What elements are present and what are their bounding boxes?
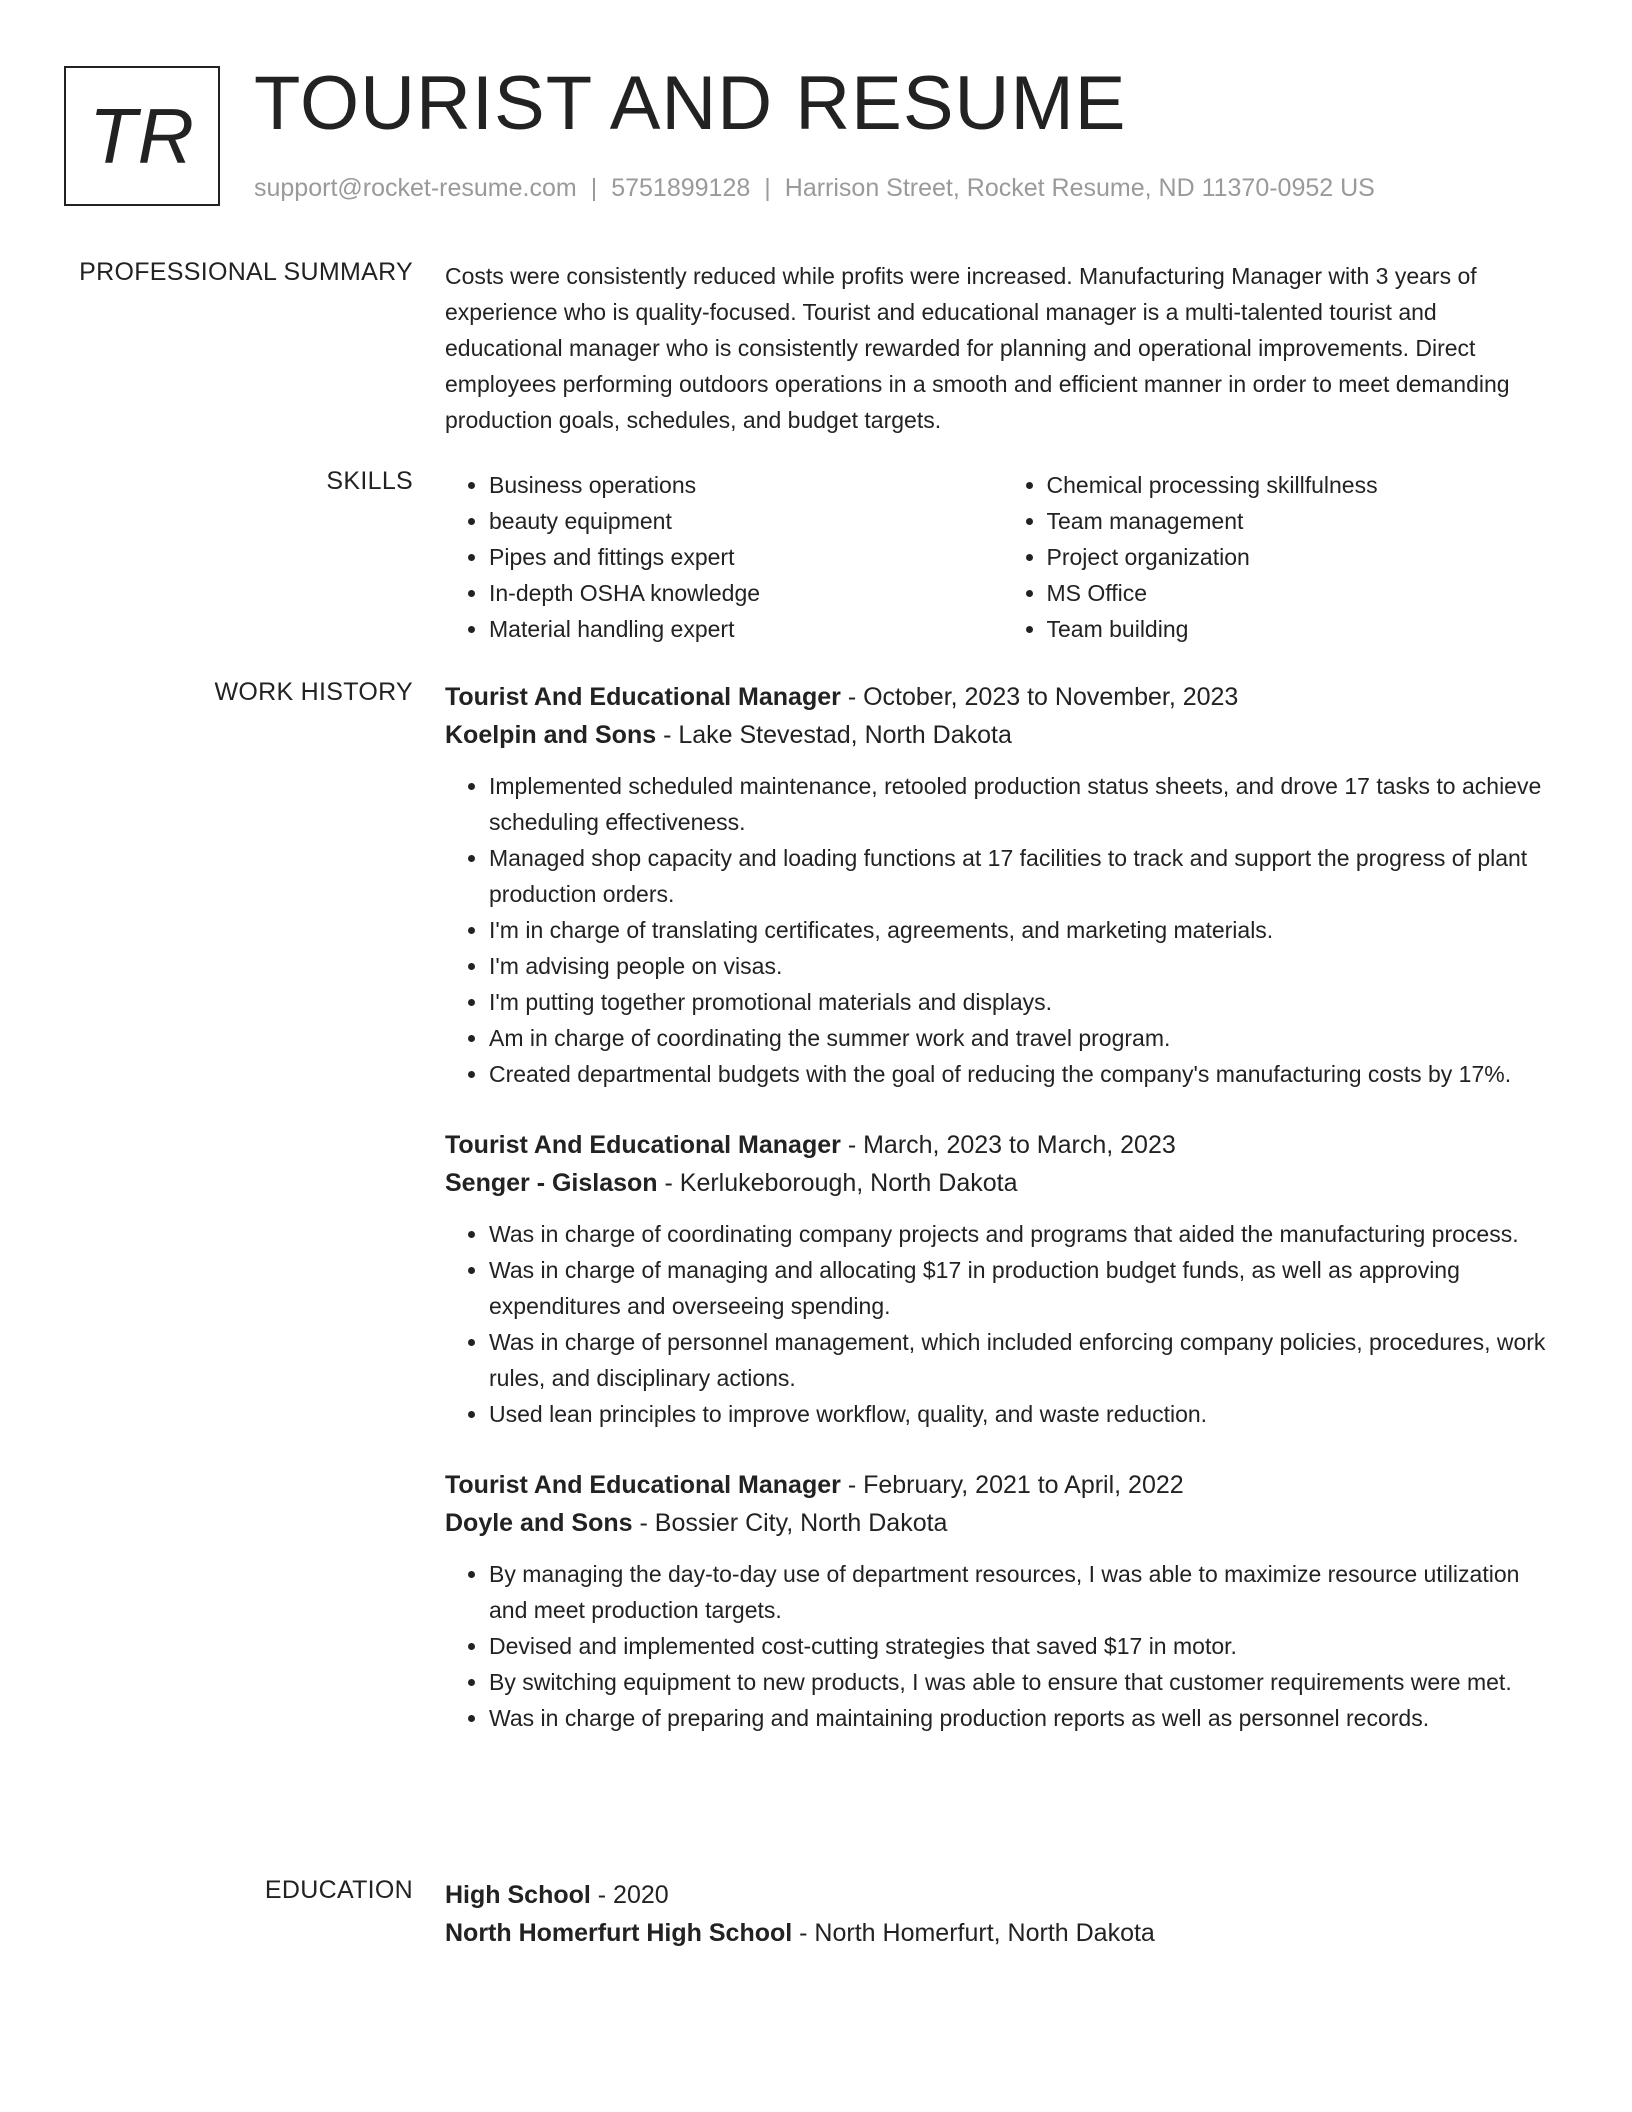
job-title: Tourist And Educational Manager — [445, 1131, 841, 1159]
skill-item: • Material handling expert — [489, 611, 1003, 647]
education-school-line — [445, 1914, 1560, 1952]
education-degree: High School — [445, 1881, 591, 1909]
job-bullet: • I'm advising people on visas. — [489, 948, 1560, 984]
skill-item: • MS Office — [1047, 575, 1561, 611]
job-location: - Lake Stevestad, North Dakota — [656, 721, 1012, 749]
job-bullet: • Am in charge of coordinating the summer work and travel program. — [489, 1020, 1560, 1056]
job-bullet: • By switching equipment to new products, I was able to ensure that customer requirements were met. — [489, 1664, 1560, 1700]
job-entry — [445, 1126, 1560, 1432]
education-school: North Homerfurt High School — [445, 1919, 793, 1947]
job-title: Tourist And Educational Manager — [445, 1471, 841, 1499]
contact-separator: | — [764, 174, 771, 202]
job-entry — [445, 1466, 1560, 1736]
contact-line — [254, 174, 1375, 203]
skills-list-left — [445, 467, 1003, 647]
job-title-line — [445, 1126, 1560, 1164]
contact-phone: 5751899128 — [611, 174, 751, 202]
skills-heading: SKILLS — [326, 467, 413, 495]
job-dates: - October, 2023 to November, 2023 — [840, 683, 1239, 711]
job-location: - Bossier City, North Dakota — [632, 1509, 948, 1537]
summary-heading: PROFESSIONAL SUMMARY — [79, 258, 413, 286]
job-title: Tourist And Educational Manager — [445, 683, 841, 711]
job-title-line — [445, 678, 1560, 716]
skill-item: • Team management — [1047, 503, 1561, 539]
skill-item: • Business operations — [489, 467, 1003, 503]
skills-body — [445, 467, 1560, 647]
job-bullets — [445, 1556, 1560, 1736]
job-bullet: • I'm in charge of translating certificates, agreements, and marketing materials. — [489, 912, 1560, 948]
job-company-line — [445, 1164, 1560, 1202]
education-heading: EDUCATION — [264, 1876, 413, 1904]
job-bullet: • Devised and implemented cost-cutting strategies that saved $17 in motor. — [489, 1628, 1560, 1664]
job-title-line — [445, 1466, 1560, 1504]
job-entry — [445, 678, 1560, 1092]
monogram-logo: TR — [64, 66, 220, 206]
job-bullet: • Was in charge of personnel management, which included enforcing company policies, procedures, work rules, and disciplinary actions. — [489, 1324, 1560, 1396]
work-history-body — [445, 678, 1560, 1770]
job-company-line — [445, 716, 1560, 754]
skill-item: • In-depth OSHA knowledge — [489, 575, 1003, 611]
skill-item: • beauty equipment — [489, 503, 1003, 539]
skill-item: • Team building — [1047, 611, 1561, 647]
skill-item: • Chemical processing skillfulness — [1047, 467, 1561, 503]
education-year: - 2020 — [590, 1881, 669, 1909]
skills-list-right — [1003, 467, 1561, 647]
job-bullet: • Was in charge of managing and allocating $17 in production budget funds, as well as approving expenditures and overseeing spending. — [489, 1252, 1560, 1324]
resume-name: TOURIST AND RESUME — [254, 61, 1127, 146]
job-company-line — [445, 1504, 1560, 1542]
skill-item: • Pipes and fittings expert — [489, 539, 1003, 575]
contact-separator: | — [590, 174, 598, 202]
skill-item: • Project organization — [1047, 539, 1561, 575]
job-company: Doyle and Sons — [445, 1509, 633, 1537]
job-bullet: • Implemented scheduled maintenance, retooled production status sheets, and drove 17 tasks to achieve scheduling effectiveness. — [489, 768, 1560, 840]
work-history-heading: WORK HISTORY — [214, 678, 413, 706]
job-bullet: • Managed shop capacity and loading functions at 17 facilities to track and support the progress of plant production orders. — [489, 840, 1560, 912]
job-bullet: • Was in charge of preparing and maintaining production reports as well as personnel records. — [489, 1700, 1560, 1736]
job-bullet: • I'm putting together promotional materials and displays. — [489, 984, 1560, 1020]
job-company: Koelpin and Sons — [445, 721, 657, 749]
job-dates: - March, 2023 to March, 2023 — [840, 1131, 1176, 1159]
job-company: Senger - Gislason — [445, 1169, 658, 1197]
job-bullet: • By managing the day-to-day use of department resources, I was able to maximize resource utilization and meet production targets. — [489, 1556, 1560, 1628]
job-bullet: • Used lean principles to improve workflow, quality, and waste reduction. — [489, 1396, 1560, 1432]
education-degree-line — [445, 1876, 1560, 1914]
job-dates: - February, 2021 to April, 2022 — [840, 1471, 1184, 1499]
education-location: - North Homerfurt, North Dakota — [792, 1919, 1155, 1947]
summary-text: Costs were consistently reduced while profits were increased. Manufacturing Manager with 3 years of experience who is quality-focused. Tourist and educational manager is a multi-talented tourist and educational manager who is consistently rewarded for planning and operational improvements. Direct employees performing outdoors operations in a smooth and efficient manner in order to meet demanding production goals, schedules, and budget targets. — [445, 263, 1510, 433]
job-bullet: • Created departmental budgets with the goal of reducing the company's manufacturing costs by 17%. — [489, 1056, 1560, 1092]
job-bullets — [445, 1216, 1560, 1432]
contact-email: support@rocket-resume.com — [254, 174, 577, 202]
job-bullet: • Was in charge of coordinating company projects and programs that aided the manufacturing process. — [489, 1216, 1560, 1252]
contact-address: Harrison Street, Rocket Resume, ND 11370-0952 US — [784, 174, 1375, 202]
job-location: - Kerlukeborough, North Dakota — [657, 1169, 1018, 1197]
job-bullets — [445, 768, 1560, 1092]
summary-body — [445, 258, 1560, 438]
education-body — [445, 1876, 1560, 1952]
